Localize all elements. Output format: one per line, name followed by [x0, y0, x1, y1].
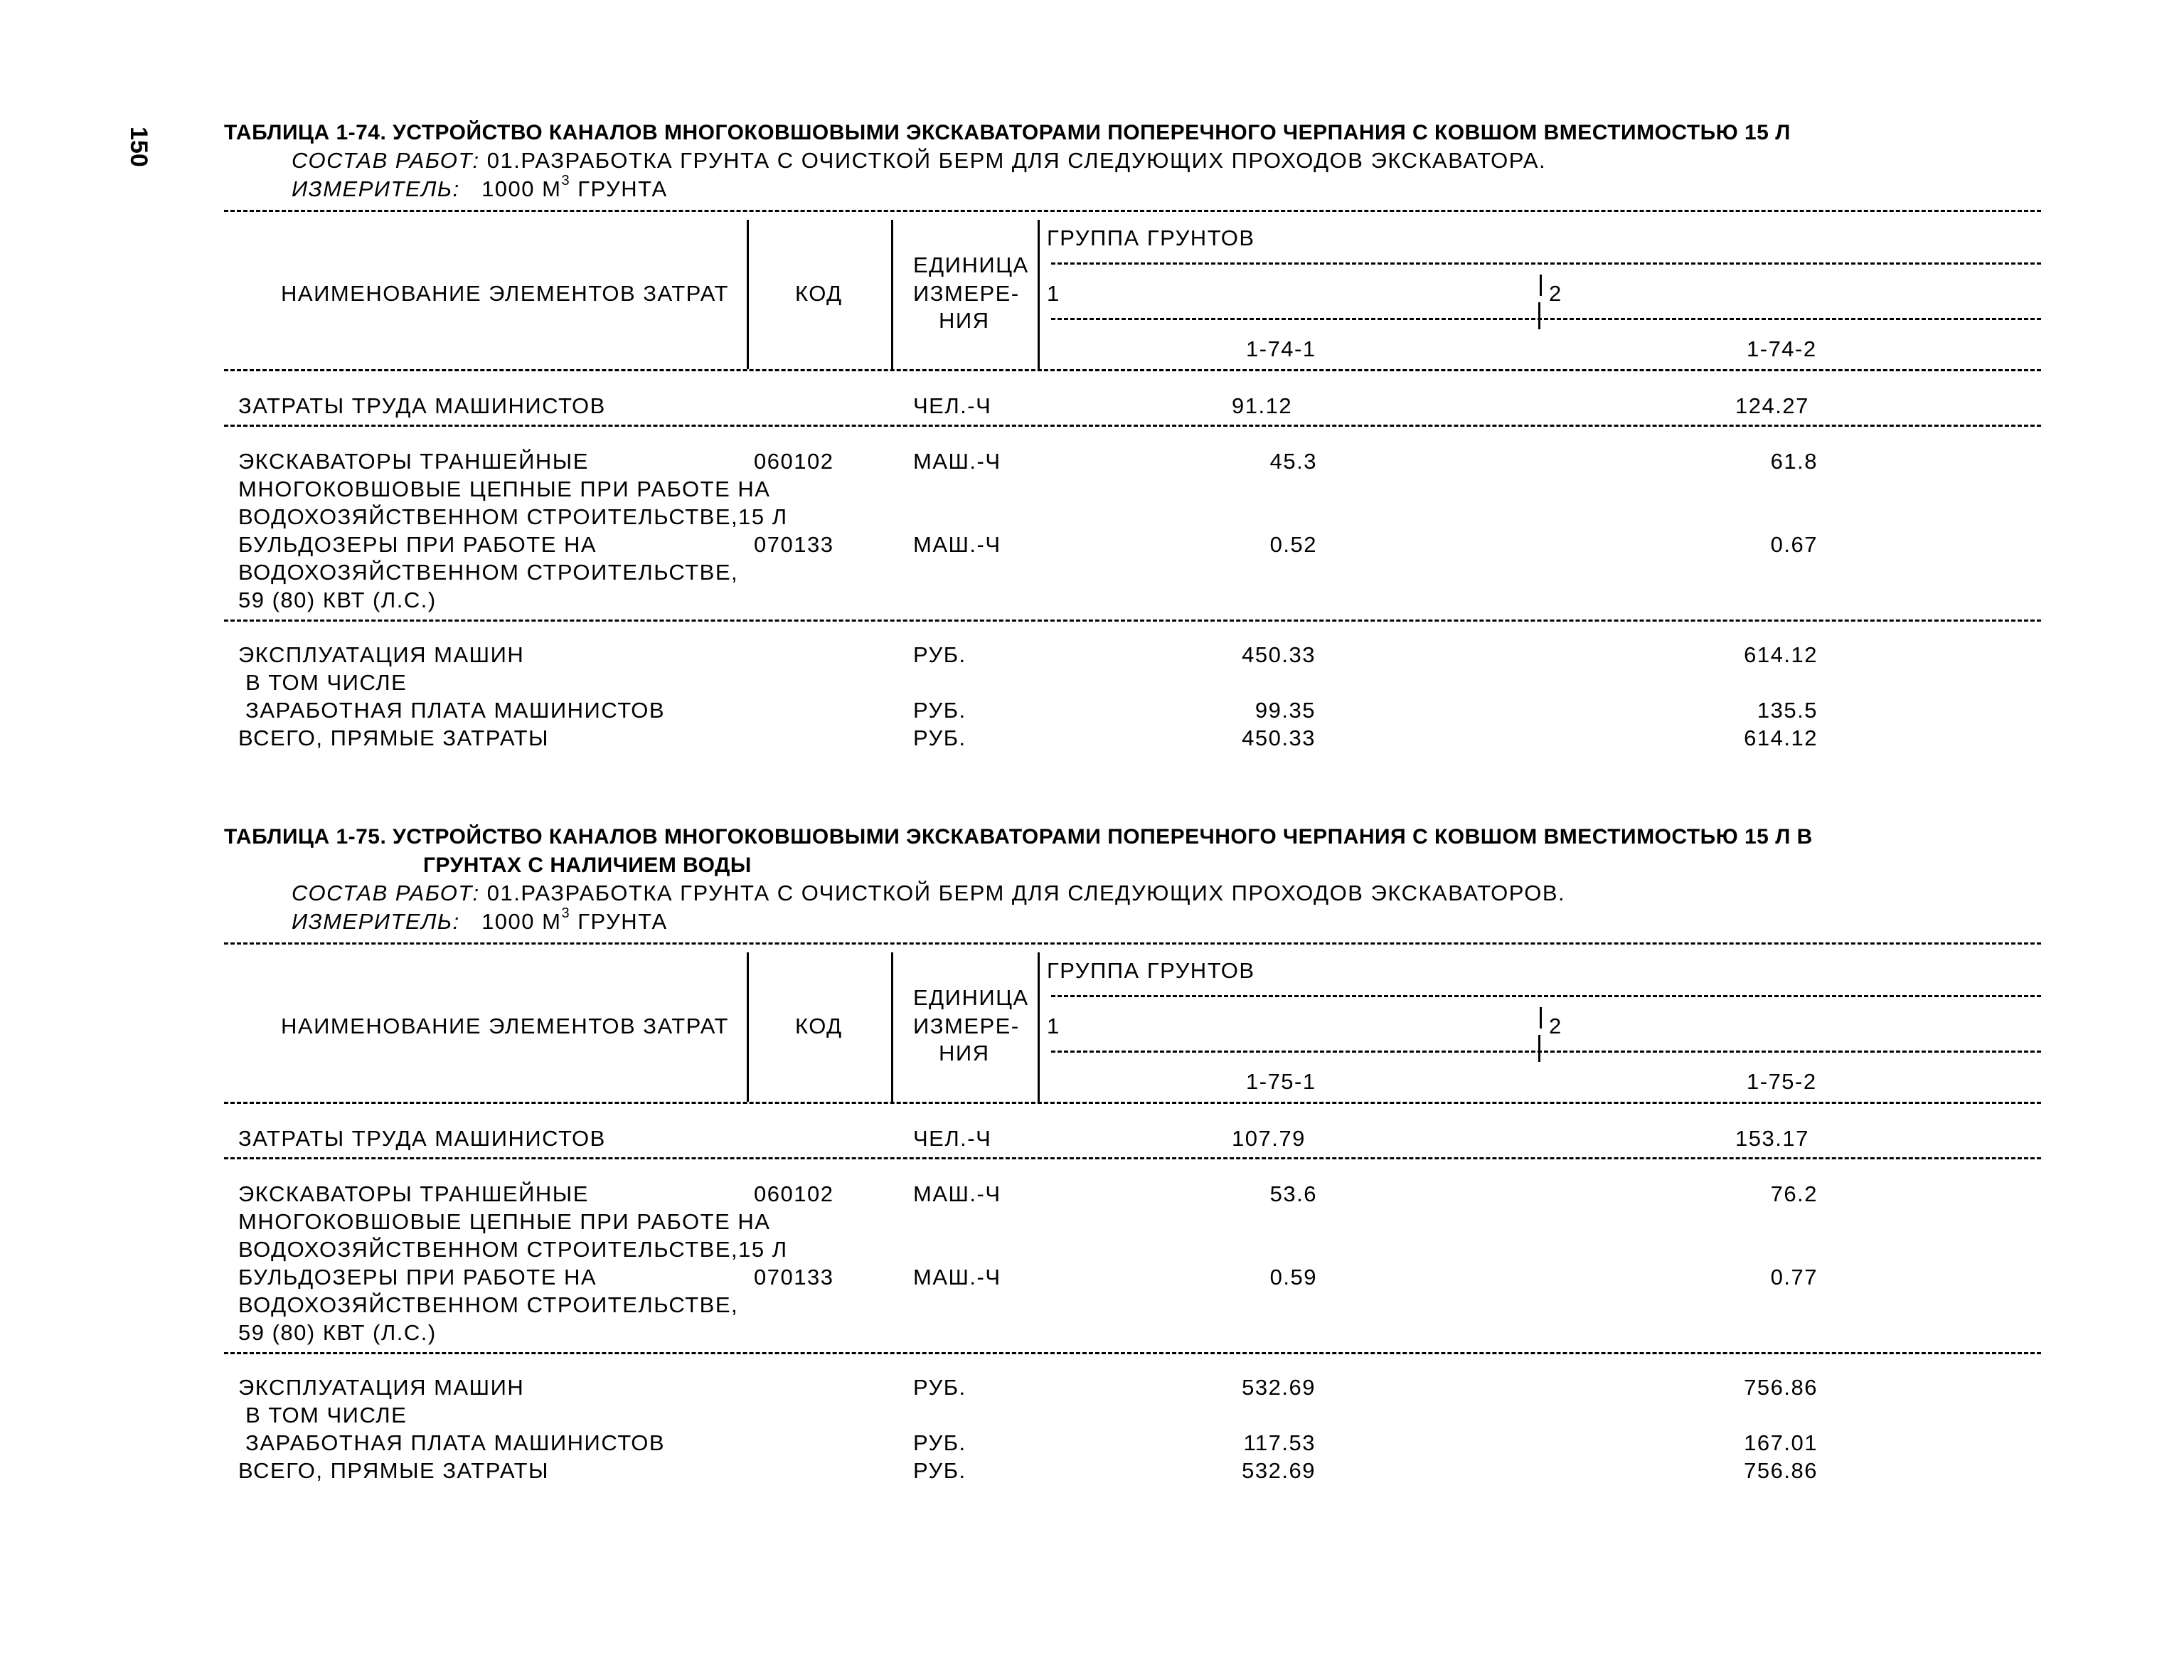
total-row-value-2: 756.86 [1744, 1458, 1818, 1483]
header-column-1: 1-75-1 [1246, 1069, 1316, 1094]
column-separator [891, 220, 893, 369]
measure-label: ИЗМЕРИТЕЛЬ: [292, 909, 460, 934]
labor-name: ЗАТРАТЫ ТРУДА МАШИНИСТОВ [238, 393, 606, 418]
total-row-name: ЗАРАБОТНАЯ ПЛАТА МАШИНИСТОВ [238, 1430, 666, 1455]
header-column-2: 1-75-2 [1747, 1069, 1817, 1094]
dashed-rule [224, 425, 2041, 427]
measure-exponent: 3 [561, 905, 571, 921]
header-group-1: 1 [1047, 281, 1060, 306]
composition-text: 01.РАЗРАБОТКА ГРУНТА С ОЧИСТКОЙ БЕРМ ДЛЯ СЛЕДУЮЩИХ ПРОХОДОВ ЭКСКАВАТОРОВ. [486, 881, 1566, 905]
total-row-value-1: 99.35 [1255, 698, 1316, 723]
labor-unit: ЧЕЛ.-Ч [913, 393, 992, 418]
measure-unit [292, 173, 668, 202]
total-row-value-1: 117.53 [1243, 1430, 1316, 1455]
column-separator [1538, 302, 1540, 329]
machine-unit: МАШ.-Ч [913, 449, 1001, 474]
total-row-unit: РУБ. [913, 642, 966, 667]
header-unit-line1: ЕДИНИЦА [913, 985, 1029, 1010]
header-group: ГРУППА ГРУНТОВ [1047, 225, 1255, 250]
labor-value-1: 107.79 [1232, 1126, 1306, 1151]
header-group-2: 2 [1549, 1014, 1562, 1038]
composition-label: СОСТАВ РАБОТ: [292, 148, 480, 173]
header-name: НАИМЕНОВАНИЕ ЭЛЕМЕНТОВ ЗАТРАТ [281, 1014, 729, 1038]
column-separator [1540, 275, 1542, 296]
machine-name-line: ЭКСКАВАТОРЫ ТРАНШЕЙНЫЕ [238, 449, 589, 474]
machine-code: 070133 [754, 1265, 834, 1290]
total-row-name: В ТОМ ЧИСЛЕ [238, 670, 407, 695]
labor-value-2: 153.17 [1735, 1126, 1809, 1151]
machine-value-2: 0.77 [1770, 1265, 1818, 1290]
machine-value-2: 0.67 [1770, 532, 1818, 557]
labor-unit: ЧЕЛ.-Ч [913, 1126, 992, 1151]
header-group: ГРУППА ГРУНТОВ [1047, 958, 1255, 983]
measure-value: 1000 М [481, 176, 562, 201]
measure-label: ИЗМЕРИТЕЛЬ: [292, 176, 460, 201]
dashed-rule [224, 1102, 2041, 1104]
header-code: КОД [795, 1014, 843, 1038]
machine-name-line: 59 (80) КВТ (Л.С.) [238, 588, 437, 612]
machine-name-line: ВОДОХОЗЯЙСТВЕННОМ СТРОИТЕЛЬСТВЕ,15 Л [238, 1237, 788, 1262]
dashed-rule [224, 210, 2041, 212]
total-row-name: ВСЕГО, ПРЯМЫЕ ЗАТРАТЫ [238, 725, 549, 750]
machine-code: 060102 [754, 449, 834, 474]
dashed-rule [224, 369, 2041, 371]
total-row-value-2: 167.01 [1744, 1430, 1818, 1455]
page-number: 150 [125, 127, 152, 167]
machine-value-1: 0.59 [1269, 1265, 1317, 1290]
total-row-value-2: 614.12 [1744, 725, 1818, 750]
machine-value-1: 0.52 [1269, 532, 1317, 557]
machine-code: 060102 [754, 1181, 834, 1206]
column-separator [747, 952, 749, 1102]
total-row-name: ЭКСПЛУАТАЦИЯ МАШИН [238, 1375, 525, 1400]
measure-exponent: 3 [561, 173, 571, 188]
machine-unit: МАШ.-Ч [913, 532, 1001, 557]
column-separator [1538, 1035, 1540, 1062]
machine-code: 070133 [754, 532, 834, 557]
header-column-1: 1-74-1 [1246, 336, 1316, 361]
total-row-value-2: 756.86 [1744, 1375, 1818, 1400]
machine-unit: МАШ.-Ч [913, 1265, 1001, 1290]
total-row-value-2: 614.12 [1744, 642, 1818, 667]
measure-unit [292, 905, 668, 935]
header-unit-line3: НИЯ [939, 1041, 990, 1065]
labor-value-1: 91.12 [1232, 393, 1293, 418]
header-unit-line2: ИЗМЕРЕ- [913, 1014, 1020, 1038]
column-separator [1038, 220, 1040, 369]
machine-name-line: ВОДОХОЗЯЙСТВЕННОМ СТРОИТЕЛЬСТВЕ, [238, 560, 739, 585]
dashed-rule [1051, 318, 2041, 320]
total-row-unit: РУБ. [913, 1430, 966, 1455]
machine-value-1: 53.6 [1269, 1181, 1317, 1206]
work-composition [292, 881, 1565, 906]
machine-name-line: ЭКСКАВАТОРЫ ТРАНШЕЙНЫЕ [238, 1181, 589, 1206]
total-row-name: В ТОМ ЧИСЛЕ [238, 1403, 407, 1428]
labor-value-2: 124.27 [1735, 393, 1809, 418]
total-row-name: ЭКСПЛУАТАЦИЯ МАШИН [238, 642, 525, 667]
machine-value-2: 76.2 [1770, 1181, 1818, 1206]
header-unit-line2: ИЗМЕРЕ- [913, 281, 1020, 306]
table-title: ТАБЛИЦА 1-74. УСТРОЙСТВО КАНАЛОВ МНОГОКОВШОВЫМИ ЭКСКАВАТОРАМИ ПОПЕРЕЧНОГО ЧЕРПАНИЯ С КОВШОМ ВМЕСТИМОСТЬЮ 15 Л [224, 121, 1791, 144]
machine-name-line: МНОГОКОВШОВЫЕ ЦЕПНЫЕ ПРИ РАБОТЕ НА [238, 477, 771, 501]
machine-name-line: ВОДОХОЗЯЙСТВЕННОМ СТРОИТЕЛЬСТВЕ,15 Л [238, 504, 788, 529]
measure-value: 1000 М [481, 909, 562, 934]
dashed-rule [1051, 1051, 2041, 1053]
total-row-name: ВСЕГО, ПРЯМЫЕ ЗАТРАТЫ [238, 1458, 549, 1483]
header-column-2: 1-74-2 [1747, 336, 1817, 361]
column-separator [1038, 952, 1040, 1102]
total-row-value-1: 450.33 [1242, 725, 1316, 750]
machine-name-line: БУЛЬДОЗЕРЫ ПРИ РАБОТЕ НА [238, 1265, 597, 1290]
machine-name-line: МНОГОКОВШОВЫЕ ЦЕПНЫЕ ПРИ РАБОТЕ НА [238, 1209, 771, 1234]
header-group-1: 1 [1047, 1014, 1060, 1038]
column-separator [1540, 1007, 1542, 1028]
table-title-continued: ГРУНТАХ С НАЛИЧИЕМ ВОДЫ [423, 854, 752, 877]
dashed-rule [1051, 262, 2041, 265]
machine-value-1: 45.3 [1269, 449, 1317, 474]
total-row-value-1: 532.69 [1242, 1375, 1316, 1400]
total-row-value-1: 450.33 [1242, 642, 1316, 667]
machine-name-line: БУЛЬДОЗЕРЫ ПРИ РАБОТЕ НА [238, 532, 597, 557]
dashed-rule [224, 942, 2041, 945]
header-unit-line1: ЕДИНИЦА [913, 252, 1029, 277]
composition-label: СОСТАВ РАБОТ: [292, 881, 480, 905]
header-unit-line3: НИЯ [939, 308, 990, 333]
dashed-rule [224, 620, 2041, 622]
machine-unit: МАШ.-Ч [913, 1181, 1001, 1206]
table-title: ТАБЛИЦА 1-75. УСТРОЙСТВО КАНАЛОВ МНОГОКОВШОВЫМИ ЭКСКАВАТОРАМИ ПОПЕРЕЧНОГО ЧЕРПАНИЯ С КОВШОМ ВМЕСТИМОСТЬЮ 15 Л В [224, 825, 1813, 849]
machine-value-2: 61.8 [1770, 449, 1818, 474]
total-row-value-1: 532.69 [1242, 1458, 1316, 1483]
header-name: НАИМЕНОВАНИЕ ЭЛЕМЕНТОВ ЗАТРАТ [281, 281, 729, 306]
measure-unit-text: ГРУНТА [577, 909, 668, 934]
labor-name: ЗАТРАТЫ ТРУДА МАШИНИСТОВ [238, 1126, 606, 1151]
total-row-unit: РУБ. [913, 698, 966, 723]
total-row-unit: РУБ. [913, 1458, 966, 1483]
total-row-value-2: 135.5 [1757, 698, 1818, 723]
dashed-rule [224, 1157, 2041, 1159]
measure-unit-text: ГРУНТА [577, 176, 668, 201]
work-composition [292, 148, 1546, 174]
header-group-2: 2 [1549, 281, 1562, 306]
dashed-rule [1051, 995, 2041, 997]
machine-name-line: 59 (80) КВТ (Л.С.) [238, 1320, 437, 1345]
composition-text: 01.РАЗРАБОТКА ГРУНТА С ОЧИСТКОЙ БЕРМ ДЛЯ СЛЕДУЮЩИХ ПРОХОДОВ ЭКСКАВАТОРА. [486, 148, 1547, 173]
machine-name-line: ВОДОХОЗЯЙСТВЕННОМ СТРОИТЕЛЬСТВЕ, [238, 1292, 739, 1317]
column-separator [747, 220, 749, 369]
total-row-unit: РУБ. [913, 1375, 966, 1400]
header-code: КОД [795, 281, 843, 306]
total-row-name: ЗАРАБОТНАЯ ПЛАТА МАШИНИСТОВ [238, 698, 666, 723]
dashed-rule [224, 1352, 2041, 1354]
column-separator [891, 952, 893, 1102]
total-row-unit: РУБ. [913, 725, 966, 750]
